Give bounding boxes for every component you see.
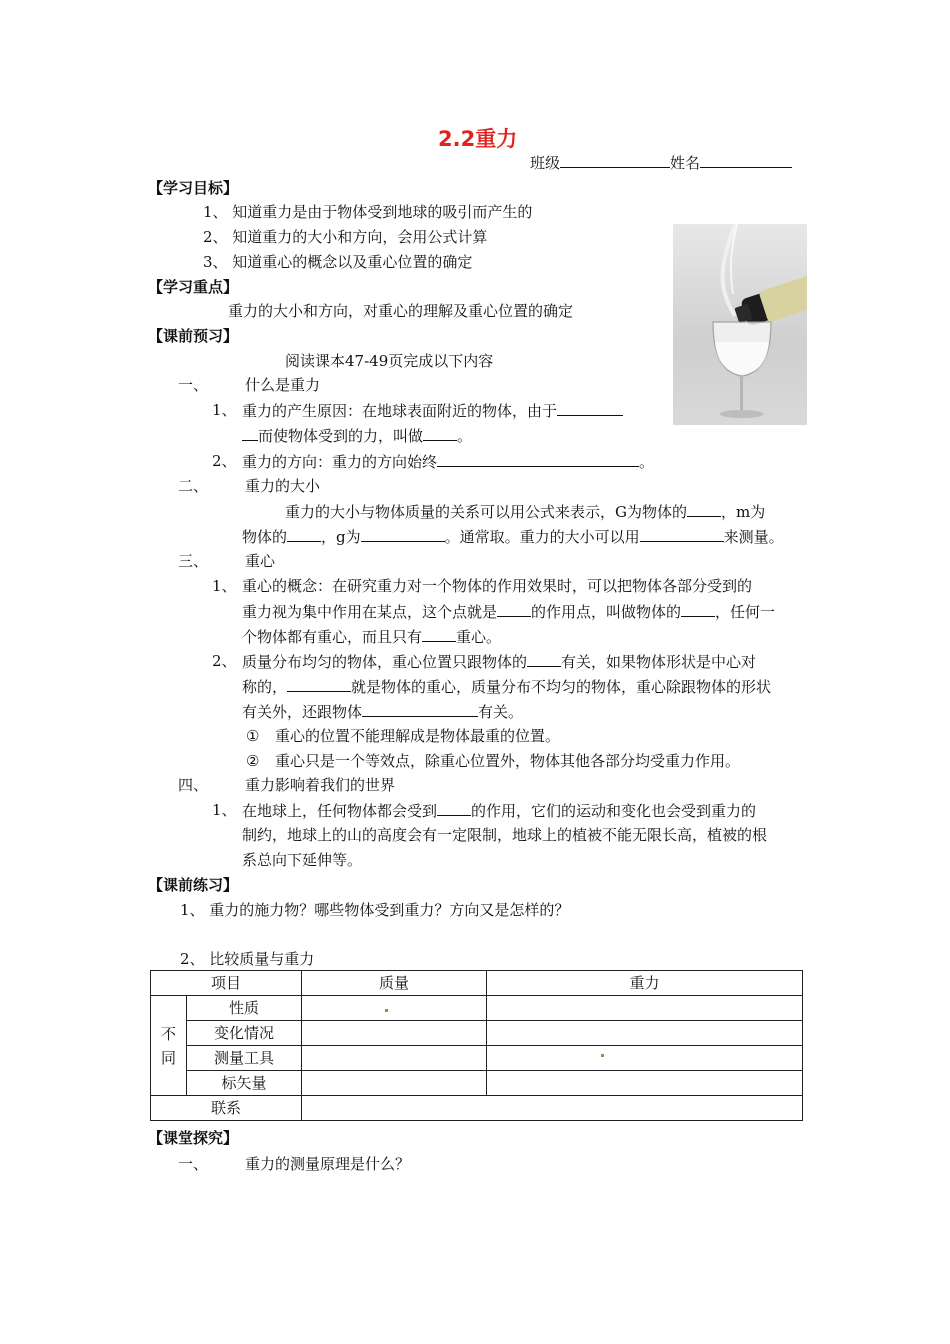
answer-blank[interactable] [437, 451, 639, 467]
cell-link[interactable] [302, 1096, 803, 1121]
cell-mass[interactable] [302, 1021, 487, 1046]
section-heading-focus: 【学习重点】 [148, 278, 239, 296]
answer-blank[interactable] [437, 800, 471, 816]
goal-item: 3、 知道重心的概念以及重心位置的确定 [203, 253, 473, 271]
item-number: 1、 [212, 801, 237, 819]
note-marker: ① [246, 727, 260, 745]
gravity-cause-line-2 [242, 425, 472, 446]
row-label: 标矢量 [187, 1071, 302, 1096]
goal-item: 2、 知道重力的大小和方向，会用公式计算 [203, 228, 488, 246]
cell-mass[interactable] [302, 996, 487, 1021]
page-title: 2.2重力 [438, 127, 518, 151]
row-label: 性质 [187, 996, 302, 1021]
note-marker: ② [246, 752, 260, 770]
answer-blank[interactable] [497, 601, 531, 617]
answer-blank[interactable] [287, 676, 351, 692]
row-label: 变化情况 [187, 1021, 302, 1046]
gravity-magnitude-text-b: ，m为 [721, 503, 766, 521]
class-name-fields [530, 152, 792, 173]
table-row [151, 1071, 803, 1096]
header-mass: 质量 [302, 971, 487, 996]
uniform-mass-line-3 [242, 701, 523, 722]
goal-item: 1、 知道重力是由于物体受到地球的吸引而产生的 [203, 203, 533, 221]
gravity-world-line-3: 系总向下延伸等。 [242, 851, 363, 869]
item-number: 2、 [212, 452, 237, 470]
center-gravity-concept-2 [242, 601, 775, 622]
answer-blank[interactable] [423, 425, 457, 441]
gravity-world-line [242, 800, 756, 821]
answer-blank[interactable] [527, 651, 561, 667]
explore-question: 重力的测量原理是什么？ [245, 1155, 411, 1173]
group-label-char: 不 [160, 1024, 176, 1043]
answer-blank[interactable] [287, 526, 321, 542]
cell-mass[interactable] [302, 1071, 487, 1096]
note-text: 重心的位置不能理解成是物体最重的位置。 [275, 727, 561, 745]
class-label: 班级 [530, 154, 561, 172]
gravity-world-line-2: 制约，地球上的山的高度会有一定限制，地球上的植被不能无限长高，植被的根 [242, 826, 768, 844]
answer-blank[interactable] [640, 526, 724, 542]
part-number: 二、 [178, 477, 209, 495]
part-title: 什么是重力 [245, 376, 321, 394]
section-heading-practice: 【课前练习】 [148, 876, 239, 894]
text: ，任何一 [715, 603, 776, 621]
part-number: 一、 [178, 376, 209, 394]
answer-blank[interactable] [242, 425, 258, 441]
part-number: 三、 [178, 552, 209, 570]
text: 质量分布均匀的物体，重心位置只跟物体的 [242, 653, 528, 671]
text: 在地球上，任何物体都会受到 [242, 802, 438, 820]
section-heading-goals: 【学习目标】 [148, 179, 239, 197]
group-label-char: 同 [160, 1048, 176, 1067]
answer-blank[interactable] [681, 601, 715, 617]
punct: 。 [457, 427, 473, 445]
answer-blank[interactable] [361, 526, 445, 542]
cell-gravity[interactable] [487, 1071, 803, 1096]
uniform-mass-line [242, 651, 756, 672]
practice-question: 2、 比较质量与重力 [180, 950, 315, 968]
center-gravity-concept: 重心的概念：在研究重力对一个物体的作用效果时，可以把物体各部分受到的 [242, 577, 753, 595]
text: ，g为 [321, 528, 361, 546]
wine-pouring-photo [673, 224, 807, 425]
text: 个物体都有重心，而且只有 [242, 628, 423, 646]
gravity-cause-text: 重力的产生原因：在地球表面附近的物体，由于 [242, 402, 558, 420]
answer-blank[interactable] [687, 501, 721, 517]
gravity-cause-line [242, 400, 623, 421]
part-title: 重力影响着我们的世界 [245, 776, 396, 794]
cell-gravity[interactable] [487, 996, 803, 1021]
answer-blank[interactable] [362, 701, 478, 717]
text: 有关外，还跟物体 [242, 703, 363, 721]
part-number: 四、 [178, 776, 209, 794]
wine-glass-illustration [673, 224, 807, 425]
group-label-difference [151, 996, 187, 1096]
table-row [151, 1046, 803, 1071]
header-item: 项目 [151, 971, 302, 996]
text: 称的， [242, 678, 288, 696]
text: 有关。 [478, 703, 524, 721]
gravity-direction-line [242, 451, 654, 472]
table-row [151, 1021, 803, 1046]
text: 的作用点，叫做物体的 [531, 603, 682, 621]
focus-text: 重力的大小和方向，对重心的理解及重心位置的确定 [228, 302, 574, 320]
gravity-magnitude-text: 重力的大小与物体质量的关系可以用公式来表示，G为物体的 [285, 503, 687, 521]
row-label: 联系 [151, 1096, 302, 1121]
cell-mass[interactable] [302, 1046, 487, 1071]
part-number: 一、 [178, 1155, 209, 1173]
item-number: 2、 [212, 652, 237, 670]
header-gravity: 重力 [487, 971, 803, 996]
cell-gravity[interactable] [487, 1021, 803, 1046]
section-heading-explore: 【课堂探究】 [148, 1129, 239, 1147]
text: 重力视为集中作用在某点，这个点就是 [242, 603, 498, 621]
punct: 。 [639, 453, 655, 471]
item-number: 1、 [212, 401, 237, 419]
mass-gravity-comparison-table [150, 970, 803, 1121]
text: 的作用，它们的运动和变化也会受到重力的 [471, 802, 757, 820]
text: 重心。 [456, 628, 502, 646]
note-text: 重心只是一个等效点，除重心位置外，物体其他各部分均受重力作用。 [275, 752, 741, 770]
gravity-magnitude-line [285, 501, 765, 522]
class-blank[interactable] [560, 152, 670, 168]
table-row [151, 996, 803, 1021]
text: 来测量。 [723, 528, 784, 546]
mark-dot [601, 1054, 604, 1057]
item-number: 1、 [212, 577, 237, 595]
gravity-direction-text: 重力的方向：重力的方向始终 [242, 453, 438, 471]
table-header-row [151, 971, 803, 996]
practice-question: 1、 重力的施力物？哪些物体受到重力？方向又是怎样的？ [180, 901, 570, 919]
answer-blank[interactable] [557, 400, 623, 416]
section-heading-preview: 【课前预习】 [148, 327, 239, 345]
text: 物体的 [242, 528, 288, 546]
uniform-mass-line-2 [242, 676, 771, 697]
row-label: 测量工具 [187, 1046, 302, 1071]
part-title: 重力的大小 [245, 477, 321, 495]
table-row-link [151, 1096, 803, 1121]
preview-intro: 阅读课本47-49页完成以下内容 [285, 352, 494, 370]
center-gravity-concept-3 [242, 626, 501, 647]
gravity-magnitude-line-2 [242, 526, 784, 547]
name-label: 姓名 [670, 154, 701, 172]
text: 。通常取。重力的大小可以用 [444, 528, 640, 546]
name-blank[interactable] [700, 152, 792, 168]
text: 有关，如果物体形状是中心对 [561, 653, 757, 671]
mark-dot [385, 1009, 388, 1012]
answer-blank[interactable] [422, 626, 456, 642]
gravity-cause-text-2: 而使物体受到的力，叫做 [258, 427, 424, 445]
cell-gravity[interactable] [487, 1046, 803, 1071]
part-title: 重心 [245, 552, 276, 570]
text: 就是物体的重心，质量分布不均匀的物体，重心除跟物体的形状 [351, 678, 772, 696]
